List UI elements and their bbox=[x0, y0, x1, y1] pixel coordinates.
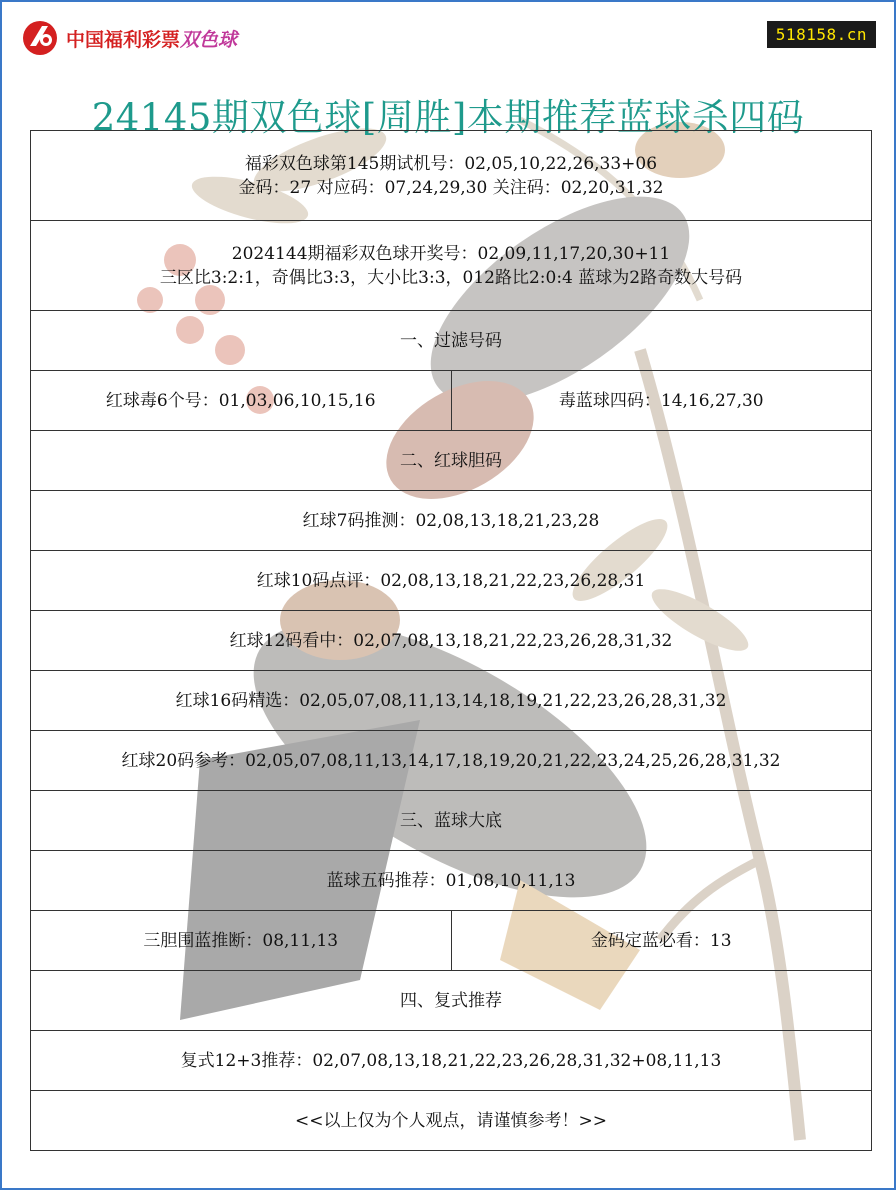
table-row bbox=[31, 671, 872, 731]
page-title: 24145期双色球[周胜]本期推荐蓝球杀四码 bbox=[91, 95, 805, 139]
table-row bbox=[31, 611, 872, 671]
lottery-logo-icon bbox=[18, 18, 62, 58]
red-dan-heading: 二、红球胆码 bbox=[31, 431, 872, 491]
table-row bbox=[31, 851, 872, 911]
lottery-logo bbox=[18, 18, 237, 58]
trial-line-1: 福彩双色球第145期试机号：02,05,10,22,26,33+06 bbox=[244, 153, 658, 174]
filter-heading: 一、过滤号码 bbox=[31, 311, 872, 371]
draw-result-cell bbox=[31, 221, 872, 311]
blue5-cell: 蓝球五码推荐：01,08,10,11,13 bbox=[31, 851, 872, 911]
trial-number-cell bbox=[31, 131, 872, 221]
blue-base-heading: 三、蓝球大底 bbox=[31, 791, 872, 851]
table-row bbox=[31, 551, 872, 611]
combo-heading: 四、复式推荐 bbox=[31, 971, 872, 1031]
table-row bbox=[31, 911, 872, 971]
table-row bbox=[31, 1091, 872, 1151]
table-row bbox=[31, 491, 872, 551]
red12-cell: 红球12码看中：02,07,08,13,18,21,22,23,26,28,31,32 bbox=[31, 611, 872, 671]
draw-line-2: 三区比3:2:1，奇偶比3:3，大小比3:3，012路比2:0:4 蓝球为2路奇数大号码 bbox=[159, 267, 743, 288]
logo-text bbox=[66, 25, 237, 52]
red10-cell: 红球10码点评：02,08,13,18,21,22,23,26,28,31 bbox=[31, 551, 872, 611]
table-row bbox=[31, 1031, 872, 1091]
table-row bbox=[31, 371, 872, 431]
table-row bbox=[31, 311, 872, 371]
logo-brand-text: 中国福利彩票 bbox=[66, 28, 181, 51]
table-row bbox=[31, 131, 872, 221]
red20-cell: 红球20码参考：02,05,07,08,11,13,14,17,18,19,20,21,22,23,24,25,26,28,31,32 bbox=[31, 731, 872, 791]
blue-poison-cell: 毒蓝球四码：14,16,27,30 bbox=[451, 371, 872, 431]
site-badge[interactable]: 518158.cn bbox=[767, 21, 876, 48]
table-row bbox=[31, 221, 872, 311]
combo-cell: 复式12+3推荐：02,07,08,13,18,21,22,23,26,28,31,32+08,11,13 bbox=[31, 1031, 872, 1091]
draw-line-1: 2024144期福彩双色球开奖号：02,09,11,17,20,30+11 bbox=[231, 243, 671, 264]
table-row bbox=[31, 731, 872, 791]
table-row bbox=[31, 791, 872, 851]
table-row bbox=[31, 971, 872, 1031]
blue-gold-cell: 金码定蓝必看：13 bbox=[451, 911, 872, 971]
red7-cell: 红球7码推测：02,08,13,18,21,23,28 bbox=[31, 491, 872, 551]
table-row bbox=[31, 431, 872, 491]
red16-cell: 红球16码精选：02,05,07,08,11,13,14,18,19,21,22,23,26,28,31,32 bbox=[31, 671, 872, 731]
red-poison-cell: 红球毒6个号：01,03,06,10,15,16 bbox=[31, 371, 452, 431]
trial-line-2: 金码：27 对应码：07,24,29,30 关注码：02,20,31,32 bbox=[238, 177, 664, 198]
recommendation-table bbox=[30, 130, 872, 1151]
blue3-cell: 三胆围蓝推断：08,11,13 bbox=[31, 911, 452, 971]
footer-disclaimer: <<以上仅为个人观点，请谨慎参考！>> bbox=[31, 1091, 872, 1151]
logo-game-text: 双色球 bbox=[180, 28, 238, 51]
